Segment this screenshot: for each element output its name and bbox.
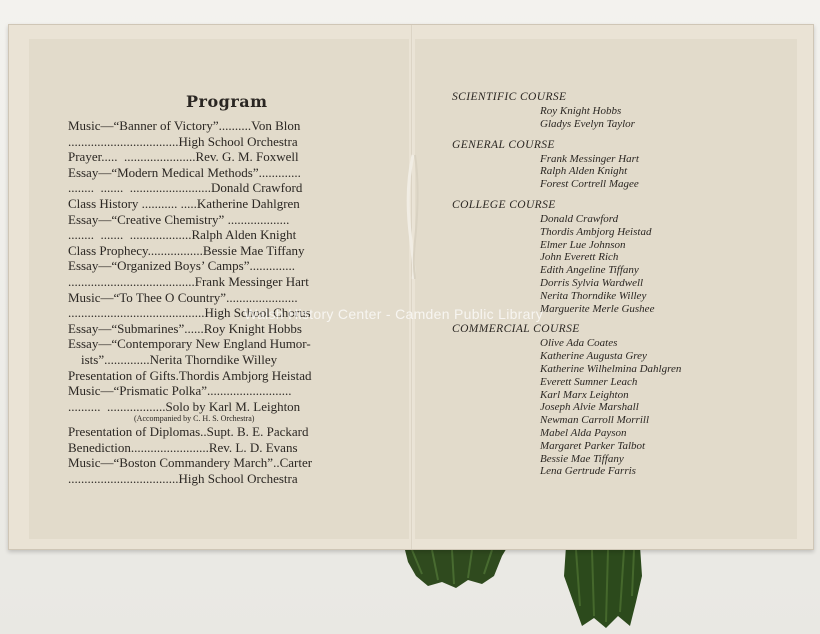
program-line: Presentation of Diplomas..Supt. B. E. Packard bbox=[68, 424, 309, 440]
program-line: Essay—“Modern Medical Methods”............. bbox=[68, 164, 301, 180]
graduate-name: Lena Gertrude Farris bbox=[540, 465, 636, 478]
course-heading-general: GENERAL COURSE bbox=[452, 138, 555, 151]
green-tassel-left bbox=[402, 546, 510, 590]
graduate-name: Katherine Wilhelmina Dahlgren bbox=[540, 362, 682, 375]
graduate-name: Roy Knight Hobbs bbox=[540, 105, 622, 117]
program-line: Essay—“Organized Boys’ Camps”.............. bbox=[68, 258, 295, 274]
graduate-name: Olive Ada Coates bbox=[540, 337, 618, 350]
program-title: Program bbox=[186, 92, 268, 111]
course-list-college bbox=[452, 213, 762, 315]
graduate-name: Bessie Mae Tiffany bbox=[540, 452, 624, 465]
graduate-name: Newman Carroll Morrill bbox=[540, 414, 649, 427]
graduate-name: Karl Marx Leighton bbox=[540, 388, 629, 401]
graduate-name: Katherine Augusta Grey bbox=[540, 350, 647, 363]
graduate-name: Joseph Alvie Marshall bbox=[540, 401, 639, 414]
program-line: ..................................High School Orchestra bbox=[68, 471, 298, 487]
course-list-general bbox=[452, 153, 762, 191]
graduate-name: Elmer Lue Johnson bbox=[540, 238, 626, 251]
green-tassel-right bbox=[560, 546, 644, 630]
program-line: Benediction........................Rev. L. D. Evans bbox=[68, 439, 298, 455]
program-line: Presentation of Gifts.Thordis Ambjorg Heistad bbox=[68, 367, 312, 383]
graduate-name: Marguerite Merle Gushee bbox=[540, 302, 655, 315]
course-heading-college: COLLEGE COURSE bbox=[452, 198, 556, 211]
program-line: ..................................High School Orchestra bbox=[68, 133, 298, 149]
graduates-by-course bbox=[452, 90, 762, 478]
program-line: Music—“Banner of Victory”..........Von Blon bbox=[68, 118, 301, 133]
program-line: Prayer..... ......................Rev. G. M. Foxwell bbox=[68, 149, 299, 165]
program-line: ..........................................High School Chorus bbox=[68, 305, 311, 321]
graduate-name: Gladys Evelyn Taylor bbox=[540, 117, 635, 130]
graduate-name: Edith Angeline Tiffany bbox=[540, 264, 639, 277]
course-list-scientific bbox=[452, 105, 762, 131]
center-fold bbox=[411, 25, 413, 549]
graduate-name: John Everett Rich bbox=[540, 251, 619, 264]
course-list-commercial bbox=[452, 337, 762, 478]
binding-string bbox=[405, 151, 421, 281]
program-line: Music—“To Thee O Country”...................... bbox=[68, 289, 298, 305]
program-line: ........ ....... ...................Ralph Alden Knight bbox=[68, 227, 297, 243]
program-line: Music—“Boston Commandery March”..Carter bbox=[68, 455, 313, 471]
graduate-name: Nerita Thorndike Willey bbox=[540, 289, 647, 302]
graduate-name: Everett Sumner Leach bbox=[540, 375, 638, 388]
graduate-name: Ralph Alden Knight bbox=[540, 165, 628, 178]
program-note: (Accompanied by C. H. S. Orchestra) bbox=[134, 414, 255, 424]
program-line: ........ ....... .........................Donald Crawford bbox=[68, 180, 303, 196]
graduate-name: Frank Messinger Hart bbox=[540, 152, 639, 165]
graduate-name: Thordis Ambjorg Heistad bbox=[540, 225, 652, 238]
graduate-name: Dorris Sylvia Wardwell bbox=[540, 276, 644, 289]
course-heading-scientific: SCIENTIFIC COURSE bbox=[452, 91, 567, 103]
program-line: .......... ..................Solo by Karl M. Leighton bbox=[68, 398, 301, 414]
program-line: Essay—“Submarines”......Roy Knight Hobbs bbox=[68, 320, 302, 336]
watermark-text: Walsh History Center - Camden Public Library bbox=[244, 306, 543, 322]
graduate-name: Forest Cortrell Magee bbox=[540, 178, 639, 191]
program-line: Essay—“Contemporary New England Humor- bbox=[68, 336, 311, 352]
program-list bbox=[68, 118, 370, 487]
graduate-name: Donald Crawford bbox=[540, 212, 619, 225]
graduate-name: Mabel Alda Payson bbox=[540, 426, 627, 439]
program-line: Essay—“Creative Chemistry” ................... bbox=[68, 211, 290, 227]
program-line: Class History ........... .....Katherine Dahlgren bbox=[68, 195, 300, 211]
graduate-name: Margaret Parker Talbot bbox=[540, 439, 646, 452]
program-line: ists”..............Nerita Thorndike Willey bbox=[68, 351, 278, 367]
course-heading-commercial: COMMERCIAL COURSE bbox=[452, 323, 580, 336]
program-line: Class Prophecy.................Bessie Mae Tiffany bbox=[68, 242, 305, 258]
program-line: .......................................Frank Messinger Hart bbox=[68, 273, 309, 289]
program-line: Music—“Prismatic Polka”.......................... bbox=[68, 383, 292, 399]
